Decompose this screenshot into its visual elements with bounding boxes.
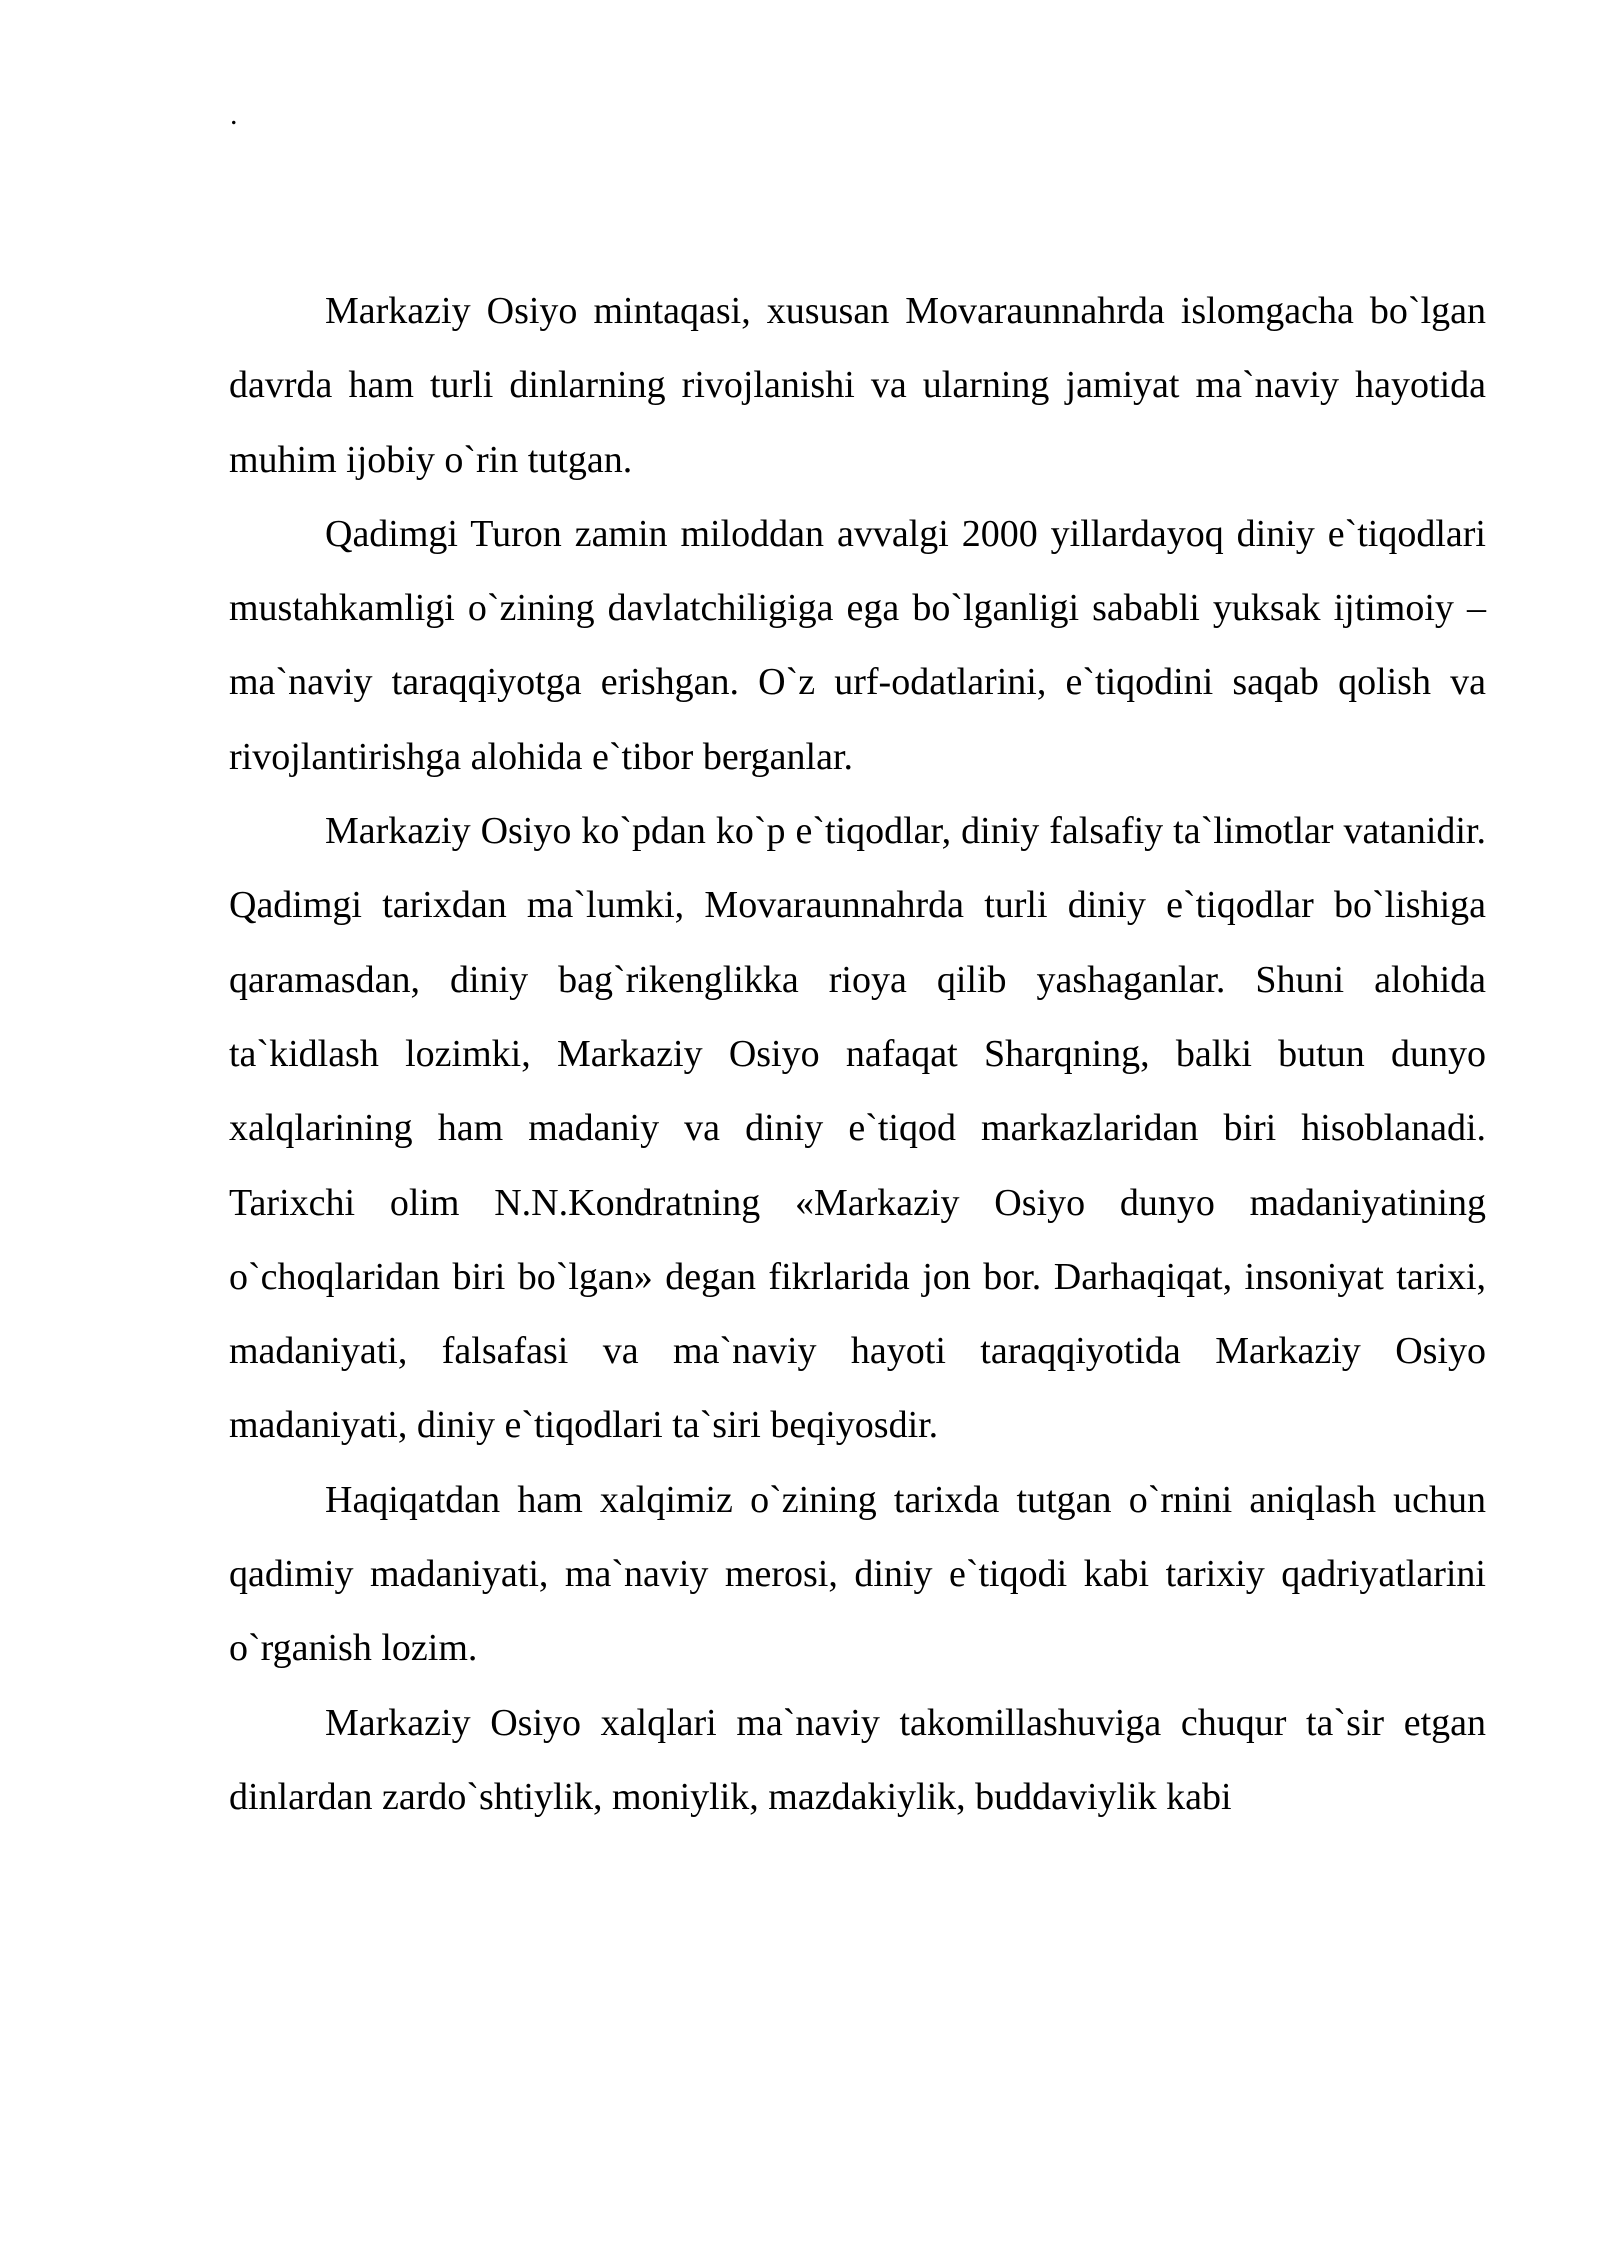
paragraph-5: Markaziy Osiyo xalqlari ma`naviy takomillashuviga chuqur ta`sir etgan dinlardan zardo`shtiylik, moniylik, mazdakiylik, buddaviylik kabi	[229, 1701, 1486, 1818]
paragraph-4: Haqiqatdan ham xalqimiz o`zining tarixda tutgan o`rnini aniqlash uchun qadimiy madaniyati, ma`naviy merosi, diniy e`tiqodi kabi tarixiy qadriyatlarini o`rganish lozim.	[229, 1478, 1486, 1670]
paragraph-3: Markaziy Osiyo ko`pdan ko`p e`tiqodlar, diniy falsafiy ta`limotlar vatanidir. Qadimgi tarixdan ma`lumki, Movaraunnahrda turli diniy e`tiqodlar bo`lishiga qaramasdan, diniy bag`rikenglikka rioya qilib yashaganlar. Shuni alohida ta`kidlash lozimki, Markaziy Osiyo nafaqat Sharqning, balki butun dunyo xalqlarining ham madaniy va diniy e`tiqod markazlaridan biri hisoblanadi. Tarixchi olim N.N.Kondratning «Markaziy Osiyo dunyo madaniyatining o`choqlaridan biri bo`lgan» degan fikrlarida jon bor. Darhaqiqat, insoniyat tarixi, madaniyati, falsafasi va ma`naviy hayoti taraqqiyotida Markaziy Osiyo madaniyati, diniy e`tiqodlari ta`siri beqiyosdir.	[229, 810, 1486, 1447]
body-text	[229, 274, 1486, 1834]
stray-mark: .	[230, 98, 238, 131]
paragraph-1: Markaziy Osiyo mintaqasi, xususan Movaraunnahrda islomgacha bo`lgan davrda ham turli dinlarning rivojlanishi va ularning jamiyat ma`naviy hayotida muhim ijobiy o`rin tutgan.	[229, 290, 1486, 481]
paragraph-2: Qadimgi Turon zamin miloddan avvalgi 2000 yillardayoq diniy e`tiqodlari mustahkamligi o`zining davlatchiligiga ega bo`lganligi sababli yuksak ijtimoiy – ma`naviy taraqqiyotga erishgan. O`z urf-odatlarini, e`tiqodini saqab qolish va rivojlantirishga alohida e`tibor berganlar.	[229, 512, 1486, 778]
